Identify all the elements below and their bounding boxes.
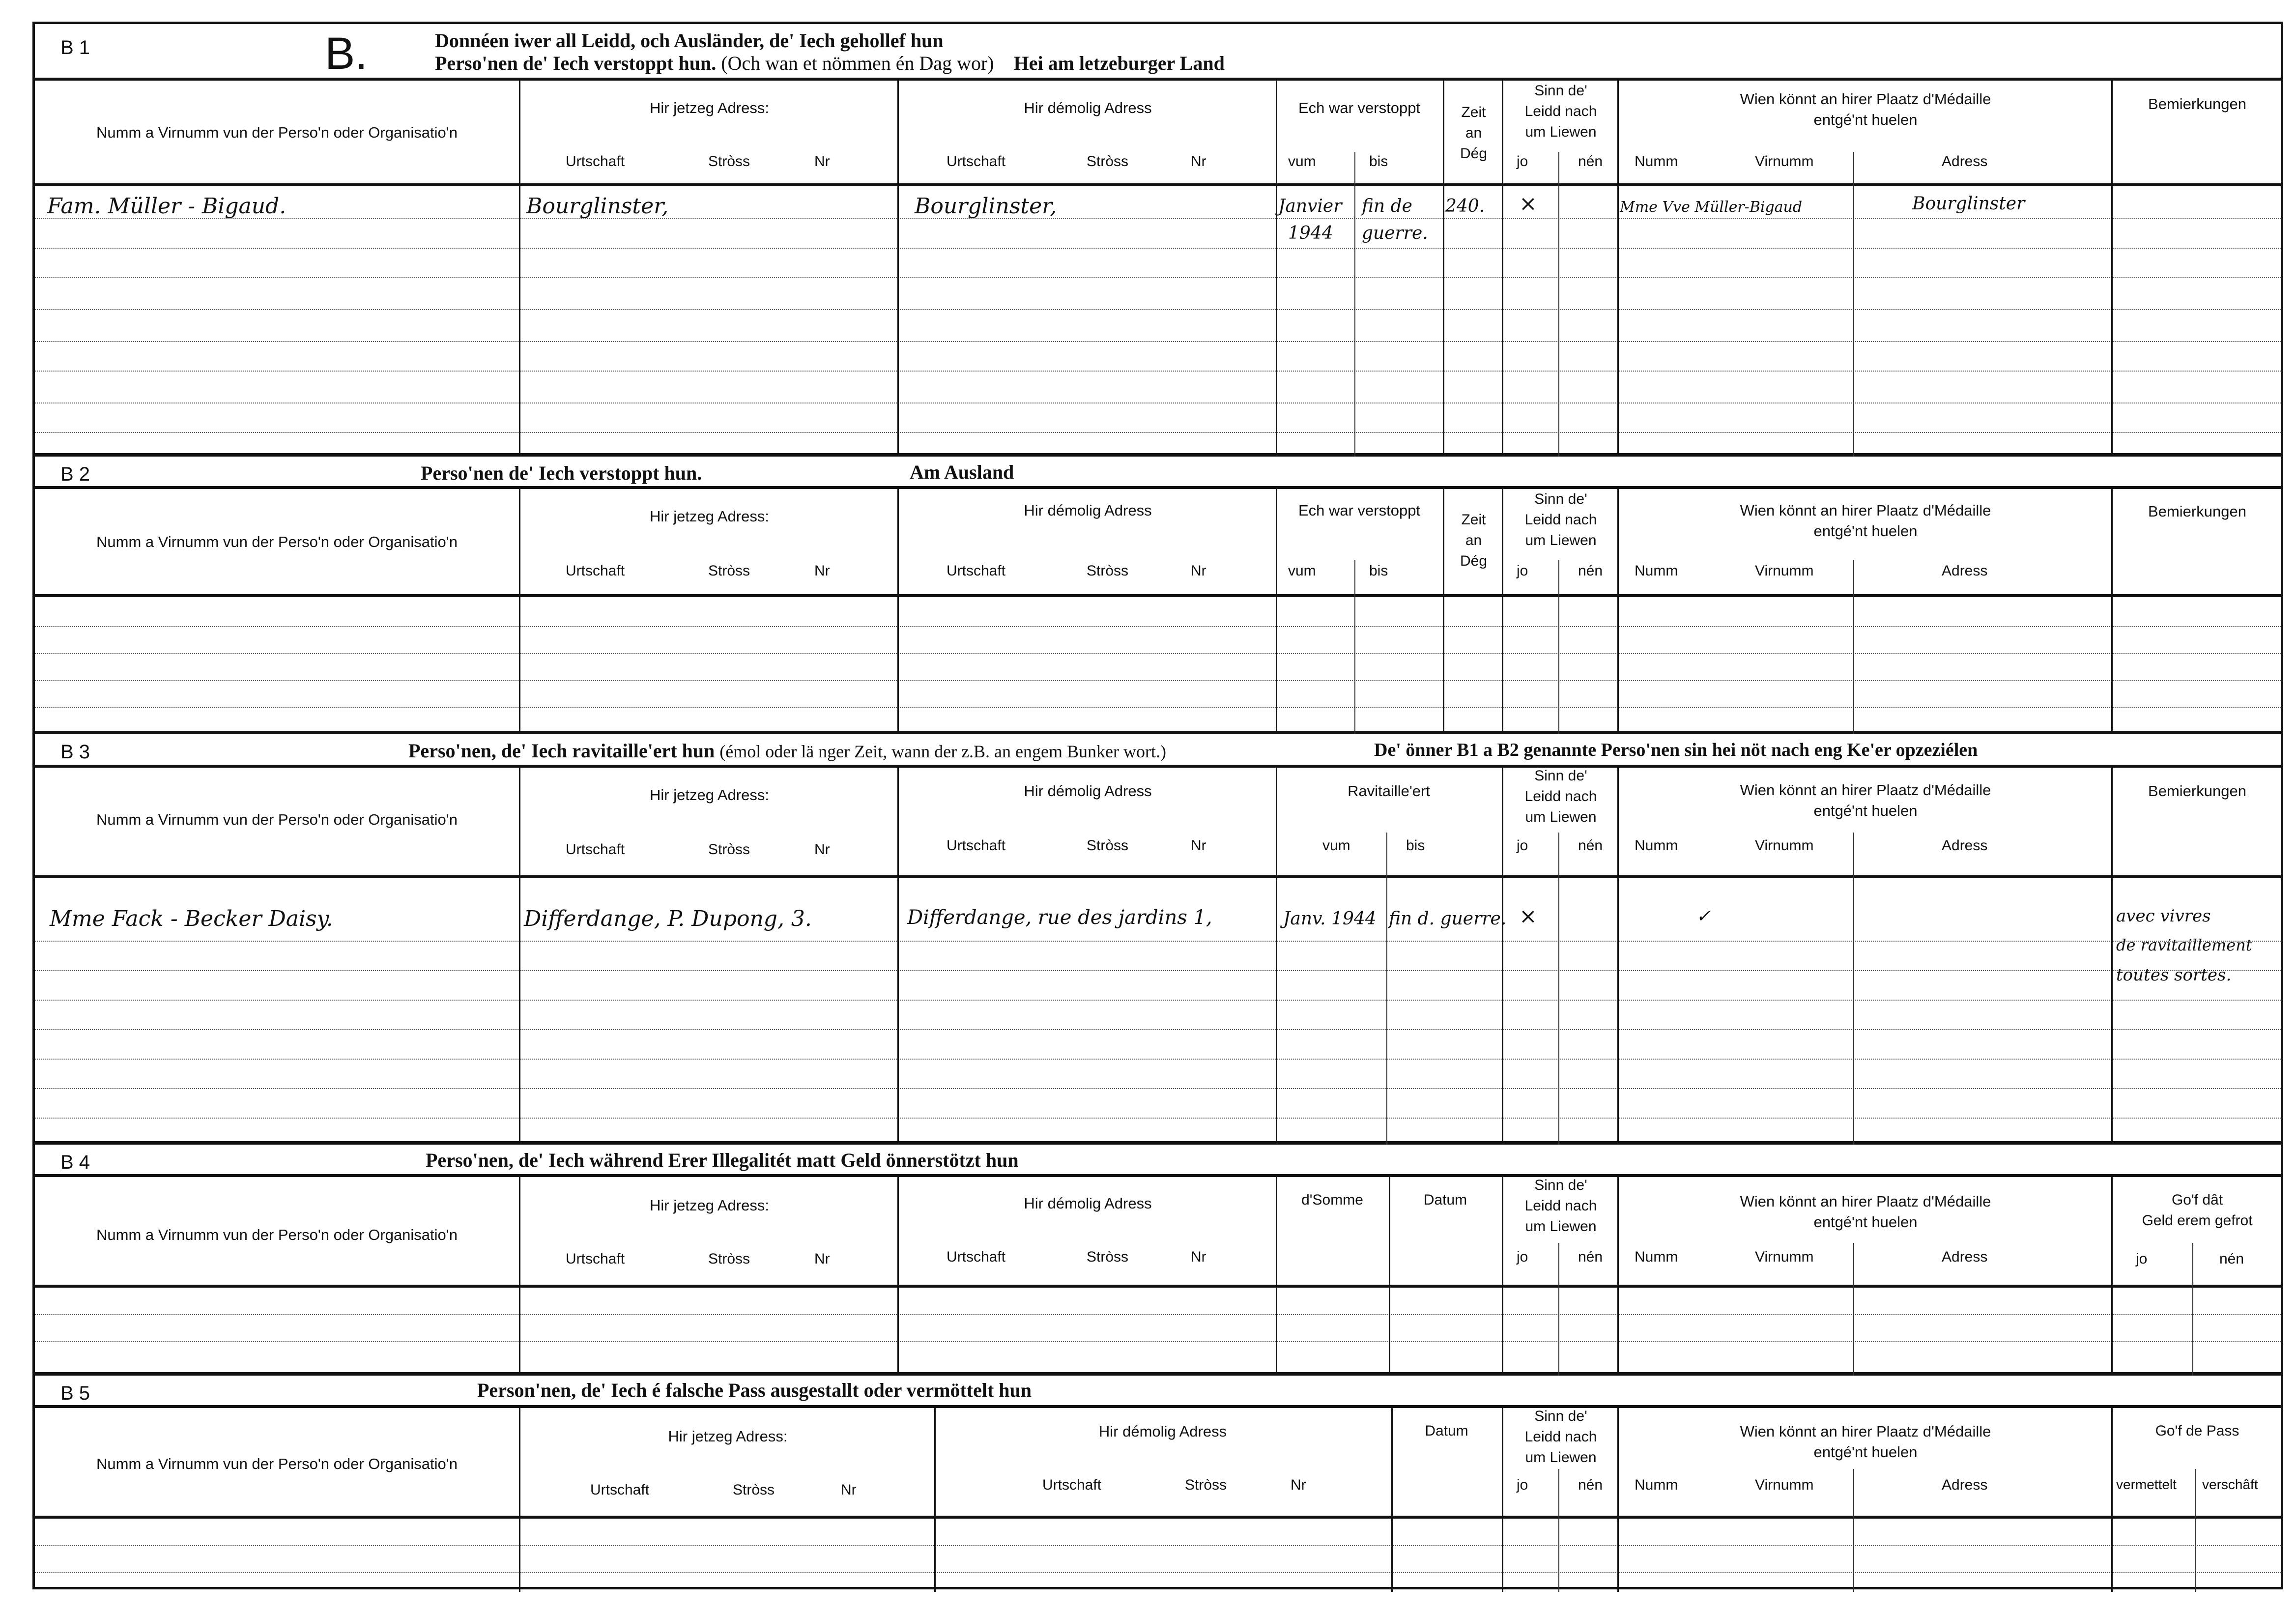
col-street: Stròss bbox=[1087, 1249, 1129, 1265]
col-street: Stròss bbox=[708, 841, 750, 858]
entry-medal-address: Bourglinster bbox=[1912, 194, 2025, 214]
col-divider bbox=[2111, 1408, 2113, 1592]
col-nr: Nr bbox=[1191, 153, 1206, 170]
entry-to-2: guerre. bbox=[1362, 223, 1428, 243]
col-street: Stròss bbox=[1087, 837, 1129, 854]
col-divider bbox=[519, 1408, 520, 1592]
col-street: Stròss bbox=[1185, 1477, 1227, 1493]
col-no: nén bbox=[1578, 153, 1603, 170]
col-hidden-header: Ech war verstoppt bbox=[1298, 502, 1421, 519]
col-former-address-header: Hir démolig Adress bbox=[1024, 782, 1152, 800]
col-alive-2: Leidd nach bbox=[1524, 1198, 1597, 1214]
col-divider bbox=[1502, 1408, 1503, 1592]
entry-former-address: Bourglinster, bbox=[915, 194, 1057, 219]
col-medal-header-1: Wien könnt an hirer Plaatz d'Médaille bbox=[1740, 1423, 1991, 1440]
col-divider bbox=[1443, 81, 1444, 457]
col-name-header: Numm a Virnumm vun der Perso'n oder Organisatio'n bbox=[96, 1455, 458, 1472]
section-b2-title-bar bbox=[35, 457, 2281, 489]
section-b5 bbox=[35, 1376, 2281, 1592]
col-former-address-header: Hir démolig Adress bbox=[1098, 1423, 1227, 1440]
col-alive-2: Leidd nach bbox=[1524, 788, 1597, 805]
col-medal-name: Numm bbox=[1635, 837, 1678, 854]
col-divider bbox=[2111, 1177, 2113, 1376]
col-divider bbox=[1276, 489, 1277, 734]
col-town: Urtschaft bbox=[566, 563, 625, 579]
entry-line bbox=[35, 341, 2281, 342]
entry-line bbox=[35, 1059, 2281, 1060]
col-divider bbox=[1558, 152, 1559, 457]
col-divider bbox=[1558, 1243, 1559, 1376]
col-no: nén bbox=[1578, 837, 1603, 854]
col-current-address-header: Hir jetzeg Adress: bbox=[650, 1197, 769, 1214]
col-days-3: Dég bbox=[1460, 553, 1488, 569]
entry-line bbox=[35, 309, 2281, 310]
col-medal-header-2: entgé'nt huelen bbox=[1813, 1213, 1918, 1231]
col-divider bbox=[1389, 1177, 1390, 1376]
col-divider bbox=[2195, 1469, 2196, 1592]
entry-line bbox=[35, 1029, 2281, 1030]
col-medal-address: Adress bbox=[1942, 1477, 1988, 1493]
col-from: vum bbox=[1288, 563, 1316, 579]
entry-line bbox=[35, 1000, 2281, 1001]
col-town: Urtschaft bbox=[566, 841, 625, 858]
section-title bbox=[408, 739, 1166, 762]
col-divider bbox=[1617, 489, 1619, 734]
col-medal-name: Numm bbox=[1635, 153, 1678, 170]
entry-line bbox=[35, 1088, 2281, 1089]
title-bold-part: Perso'nen de' Iech verstoppt hun. bbox=[435, 52, 717, 74]
col-to: bis bbox=[1406, 837, 1425, 854]
entry-line bbox=[35, 1545, 2281, 1546]
col-medal-address: Adress bbox=[1942, 563, 1988, 579]
col-gift-header-1: Go'f dât bbox=[2171, 1192, 2223, 1208]
col-medal-name: Numm bbox=[1635, 1249, 1678, 1265]
col-divider bbox=[1617, 1177, 1619, 1376]
entry-line bbox=[35, 1572, 2281, 1573]
col-divider bbox=[1558, 1469, 1559, 1592]
col-town: Urtschaft bbox=[1042, 1477, 1102, 1493]
entry-line bbox=[35, 1341, 2281, 1342]
col-alive-3: um Liewen bbox=[1525, 124, 1597, 140]
col-alive-3: um Liewen bbox=[1525, 532, 1597, 548]
col-remarks-header: Bemierkungen bbox=[2148, 503, 2246, 520]
col-street: Stròss bbox=[733, 1482, 775, 1498]
section-title-line2 bbox=[435, 52, 1225, 75]
col-divider bbox=[519, 1177, 520, 1376]
col-name-header: Numm a Virnumm vun der Perso'n oder Organisatio'n bbox=[96, 533, 458, 550]
col-divider bbox=[1502, 1177, 1503, 1376]
section-title-line1: Donnéen iwer all Leidd, och Ausländer, de' Iech gehollef hun bbox=[435, 29, 944, 52]
entry-medal-name: Mme Vve Müller-Bigaud bbox=[1620, 199, 1803, 216]
title-normal-part: (Och wan et nömmen én Dag wor) bbox=[721, 52, 994, 74]
table-header bbox=[35, 489, 2281, 597]
col-alive-1: Sinn de' bbox=[1534, 83, 1587, 99]
col-medal-address: Adress bbox=[1942, 1249, 1988, 1265]
col-yes: jo bbox=[1517, 563, 1528, 579]
col-medal-header-2: entgé'nt huelen bbox=[1813, 111, 1918, 128]
entry-medal-mark: ✓ bbox=[1696, 906, 1711, 926]
col-yes: jo bbox=[1517, 1477, 1528, 1493]
col-divider bbox=[1617, 768, 1619, 1145]
col-street: Stròss bbox=[708, 153, 750, 170]
entry-line bbox=[35, 218, 2281, 219]
col-divider bbox=[1853, 1469, 1854, 1592]
entry-line bbox=[35, 277, 2281, 278]
col-medal-header-2: entgé'nt huelen bbox=[1813, 522, 1918, 540]
col-former-address-header: Hir démolig Adress bbox=[1024, 99, 1152, 116]
entry-remarks-2: de ravitaillement bbox=[2116, 936, 2252, 954]
col-divider bbox=[1386, 833, 1387, 1145]
col-yes: jo bbox=[1517, 1249, 1528, 1265]
col-divider bbox=[1276, 81, 1277, 457]
col-divider bbox=[1558, 833, 1559, 1145]
entry-to: fin d. guerre. bbox=[1389, 909, 1507, 929]
col-medal-first: Virnumm bbox=[1755, 563, 1814, 579]
col-nr: Nr bbox=[1191, 837, 1206, 854]
entry-line bbox=[35, 432, 2281, 433]
section-b2 bbox=[35, 457, 2281, 734]
col-alive-1: Sinn de' bbox=[1534, 768, 1587, 784]
col-medal-first: Virnumm bbox=[1755, 1249, 1814, 1265]
col-street: Stròss bbox=[708, 563, 750, 579]
entry-from-1: Janvier bbox=[1278, 196, 1342, 216]
entry-current-address: Bourglinster, bbox=[526, 194, 669, 219]
col-street: Stròss bbox=[1087, 153, 1129, 170]
col-days-2: an bbox=[1465, 532, 1482, 548]
entry-line bbox=[35, 680, 2281, 681]
entry-line bbox=[35, 941, 2281, 942]
col-nr: Nr bbox=[1191, 1249, 1206, 1265]
col-medal-header-2: entgé'nt huelen bbox=[1813, 802, 1918, 819]
col-days-2: an bbox=[1465, 125, 1482, 141]
col-divider bbox=[1853, 1243, 1854, 1376]
entry-name: Fam. Müller - Bigaud. bbox=[47, 194, 287, 219]
form-letter: B. bbox=[325, 29, 368, 79]
col-former-address-header: Hir démolig Adress bbox=[1024, 1195, 1152, 1212]
col-name-header: Numm a Virnumm vun der Perso'n oder Organisatio'n bbox=[96, 1226, 458, 1243]
col-supplied-header: Ravitaille'ert bbox=[1348, 782, 1430, 800]
col-current-address-header: Hir jetzeg Adress: bbox=[668, 1428, 788, 1445]
section-b3 bbox=[35, 734, 2281, 1145]
col-alive-3: um Liewen bbox=[1525, 1218, 1597, 1235]
section-b1 bbox=[35, 24, 2281, 457]
col-divider bbox=[1853, 560, 1854, 734]
section-b3-title-bar bbox=[35, 734, 2281, 768]
section-id: B 4 bbox=[60, 1151, 90, 1173]
section-title: Person'nen, de' Iech é falsche Pass ausgestallt oder vermöttelt hun bbox=[477, 1379, 1032, 1401]
entry-current-address: Differdange, P. Dupong, 3. bbox=[524, 906, 812, 931]
entry-remarks-3: toutes sortes. bbox=[2116, 965, 2232, 985]
col-divider bbox=[1276, 1177, 1277, 1376]
entry-line bbox=[35, 653, 2281, 654]
col-divider bbox=[897, 81, 899, 457]
col-divider bbox=[1276, 768, 1277, 1145]
col-divider bbox=[1558, 560, 1559, 734]
entry-name: Mme Fack - Becker Daisy. bbox=[50, 906, 333, 931]
entry-line bbox=[35, 371, 2281, 372]
entry-days: 240. bbox=[1445, 196, 1485, 216]
entry-alive-yes-mark: × bbox=[1519, 904, 1537, 929]
col-gift-yes: jo bbox=[2136, 1251, 2148, 1267]
col-current-address-header: Hir jetzeg Adress: bbox=[650, 99, 769, 116]
col-nr: Nr bbox=[814, 1251, 830, 1267]
section-id: B 2 bbox=[60, 463, 90, 485]
col-divider bbox=[1617, 81, 1619, 457]
col-remarks-header: Bemierkungen bbox=[2148, 95, 2246, 113]
col-sum-header: d'Somme bbox=[1301, 1192, 1363, 1208]
form-sheet bbox=[32, 22, 2283, 1589]
col-hidden-header: Ech war verstoppt bbox=[1298, 99, 1421, 116]
col-divider bbox=[897, 1177, 899, 1376]
table-header bbox=[35, 768, 2281, 878]
col-town: Urtschaft bbox=[947, 837, 1006, 854]
col-divider bbox=[2111, 81, 2113, 457]
entry-alive-yes-mark: × bbox=[1519, 191, 1537, 216]
col-divider bbox=[1502, 81, 1503, 457]
col-divider bbox=[897, 489, 899, 734]
col-gift-no: nén bbox=[2219, 1251, 2244, 1267]
col-days-1: Zeit bbox=[1461, 104, 1486, 120]
col-nr: Nr bbox=[841, 1482, 857, 1498]
section-id: B 5 bbox=[60, 1382, 90, 1404]
section-b4 bbox=[35, 1145, 2281, 1376]
col-from: vum bbox=[1288, 153, 1316, 170]
entry-line bbox=[35, 1118, 2281, 1119]
col-alive-2: Leidd nach bbox=[1524, 512, 1597, 528]
col-nr: Nr bbox=[814, 563, 830, 579]
col-divider bbox=[1853, 833, 1854, 1145]
col-town: Urtschaft bbox=[947, 1249, 1006, 1265]
col-alive-1: Sinn de' bbox=[1534, 1408, 1587, 1424]
col-divider bbox=[1354, 152, 1355, 457]
col-medal-header-2: entgé'nt huelen bbox=[1813, 1443, 1918, 1461]
col-nr: Nr bbox=[1291, 1477, 1306, 1493]
col-alive-2: Leidd nach bbox=[1524, 1429, 1597, 1445]
col-divider bbox=[1443, 489, 1444, 734]
col-medal-address: Adress bbox=[1942, 837, 1988, 854]
col-no: nén bbox=[1578, 1477, 1603, 1493]
col-divider bbox=[1617, 1408, 1619, 1592]
col-medal-name: Numm bbox=[1635, 1477, 1678, 1493]
entry-to-1: fin de bbox=[1362, 196, 1412, 216]
col-divider bbox=[2111, 489, 2113, 734]
col-town: Urtschaft bbox=[566, 1251, 625, 1267]
col-pass-yes: vermettelt bbox=[2116, 1477, 2177, 1492]
col-medal-name: Numm bbox=[1635, 563, 1678, 579]
col-days-1: Zeit bbox=[1461, 512, 1486, 528]
table-header bbox=[35, 1408, 2281, 1519]
col-alive-2: Leidd nach bbox=[1524, 103, 1597, 119]
entry-line bbox=[35, 626, 2281, 627]
title-bold-part: Perso'nen, de' Iech ravitaille'ert hun bbox=[408, 740, 715, 762]
section-b4-title-bar bbox=[35, 1145, 2281, 1177]
col-divider bbox=[2192, 1243, 2193, 1376]
col-remarks-header: Bemierkungen bbox=[2148, 782, 2246, 800]
section-id: B 3 bbox=[60, 741, 90, 763]
col-medal-first: Virnumm bbox=[1755, 837, 1814, 854]
col-medal-address: Adress bbox=[1942, 153, 1988, 170]
entry-line bbox=[35, 970, 2281, 971]
col-town: Urtschaft bbox=[566, 153, 625, 170]
col-divider bbox=[2111, 768, 2113, 1145]
col-street: Stròss bbox=[708, 1251, 750, 1267]
col-yes: jo bbox=[1517, 837, 1528, 854]
col-divider bbox=[519, 489, 520, 734]
section-b5-title-bar bbox=[35, 1376, 2281, 1408]
table-header bbox=[35, 81, 2281, 186]
col-days-3: Dég bbox=[1460, 145, 1488, 162]
col-pass-header: Go'f de Pass bbox=[2155, 1423, 2239, 1439]
entry-from-2: 1944 bbox=[1288, 223, 1333, 243]
section-b1-title-bar bbox=[35, 24, 2281, 81]
col-medal-header-1: Wien könnt an hirer Plaatz d'Médaille bbox=[1740, 1193, 1991, 1210]
col-yes: jo bbox=[1517, 153, 1528, 170]
section-title: Perso'nen de' Iech verstoppt hun. bbox=[421, 462, 702, 484]
col-divider bbox=[897, 768, 899, 1145]
table-header bbox=[35, 1177, 2281, 1288]
section-title-end: Am Ausland bbox=[910, 461, 1014, 483]
col-divider bbox=[1502, 489, 1503, 734]
col-town: Urtschaft bbox=[947, 563, 1006, 579]
col-date-header: Datum bbox=[1423, 1192, 1467, 1208]
col-nr: Nr bbox=[814, 153, 830, 170]
col-medal-first: Virnumm bbox=[1755, 1477, 1814, 1493]
col-date-header: Datum bbox=[1425, 1423, 1468, 1439]
col-alive-1: Sinn de' bbox=[1534, 1177, 1587, 1193]
col-divider bbox=[934, 1408, 936, 1592]
col-medal-header-1: Wien könnt an hirer Plaatz d'Médaille bbox=[1740, 502, 1991, 519]
entry-from: Janv. 1944 bbox=[1283, 909, 1377, 929]
col-alive-1: Sinn de' bbox=[1534, 491, 1587, 507]
col-town: Urtschaft bbox=[947, 153, 1006, 170]
entry-line bbox=[35, 707, 2281, 708]
col-medal-first: Virnumm bbox=[1755, 153, 1814, 170]
col-current-address-header: Hir jetzeg Adress: bbox=[650, 786, 769, 804]
col-divider bbox=[1853, 152, 1854, 457]
col-divider bbox=[1354, 560, 1355, 734]
col-divider bbox=[1391, 1408, 1393, 1592]
col-alive-3: um Liewen bbox=[1525, 809, 1597, 825]
col-name-header: Numm a Virnumm vun der Perso'n oder Organisatio'n bbox=[96, 811, 458, 828]
entry-remarks-1: avec vivres bbox=[2116, 906, 2211, 926]
section-title-end: De' önner B1 a B2 genannte Perso'nen sin hei nöt nach eng Ke'er opzeziélen bbox=[1374, 740, 1978, 760]
col-from: vum bbox=[1322, 837, 1350, 854]
entry-former-address: Differdange, rue des jardins 1, bbox=[907, 906, 1212, 929]
col-name-header: Numm a Virnumm vun der Perso'n oder Organisatio'n bbox=[96, 124, 458, 141]
col-pass-no: verschâft bbox=[2202, 1477, 2258, 1492]
col-medal-header-1: Wien könnt an hirer Plaatz d'Médaille bbox=[1740, 90, 1991, 108]
col-divider bbox=[1502, 768, 1503, 1145]
col-divider bbox=[519, 81, 520, 457]
col-no: nén bbox=[1578, 563, 1603, 579]
col-to: bis bbox=[1369, 563, 1388, 579]
col-no: nén bbox=[1578, 1249, 1603, 1265]
col-street: Stròss bbox=[1087, 563, 1129, 579]
entry-line bbox=[35, 248, 2281, 249]
section-title: Perso'nen, de' Iech während Erer Illegalitét matt Geld önnerstötzt hun bbox=[426, 1149, 1019, 1171]
col-nr: Nr bbox=[814, 841, 830, 858]
col-divider bbox=[519, 768, 520, 1145]
title-end-part: Hei am letzeburger Land bbox=[1013, 52, 1225, 74]
col-town: Urtschaft bbox=[590, 1482, 650, 1498]
title-normal-part: (émol oder lä nger Zeit, wann der z.B. an engem Bunker wort.) bbox=[719, 742, 1166, 761]
col-to: bis bbox=[1369, 153, 1388, 170]
col-medal-header-1: Wien könnt an hirer Plaatz d'Médaille bbox=[1740, 781, 1991, 799]
col-current-address-header: Hir jetzeg Adress: bbox=[650, 508, 769, 525]
col-gift-header-2: Geld erem gefrot bbox=[2142, 1212, 2253, 1229]
col-nr: Nr bbox=[1191, 563, 1206, 579]
section-id: B 1 bbox=[60, 37, 90, 58]
entry-line bbox=[35, 1314, 2281, 1315]
col-former-address-header: Hir démolig Adress bbox=[1024, 502, 1152, 519]
col-alive-3: um Liewen bbox=[1525, 1449, 1597, 1466]
